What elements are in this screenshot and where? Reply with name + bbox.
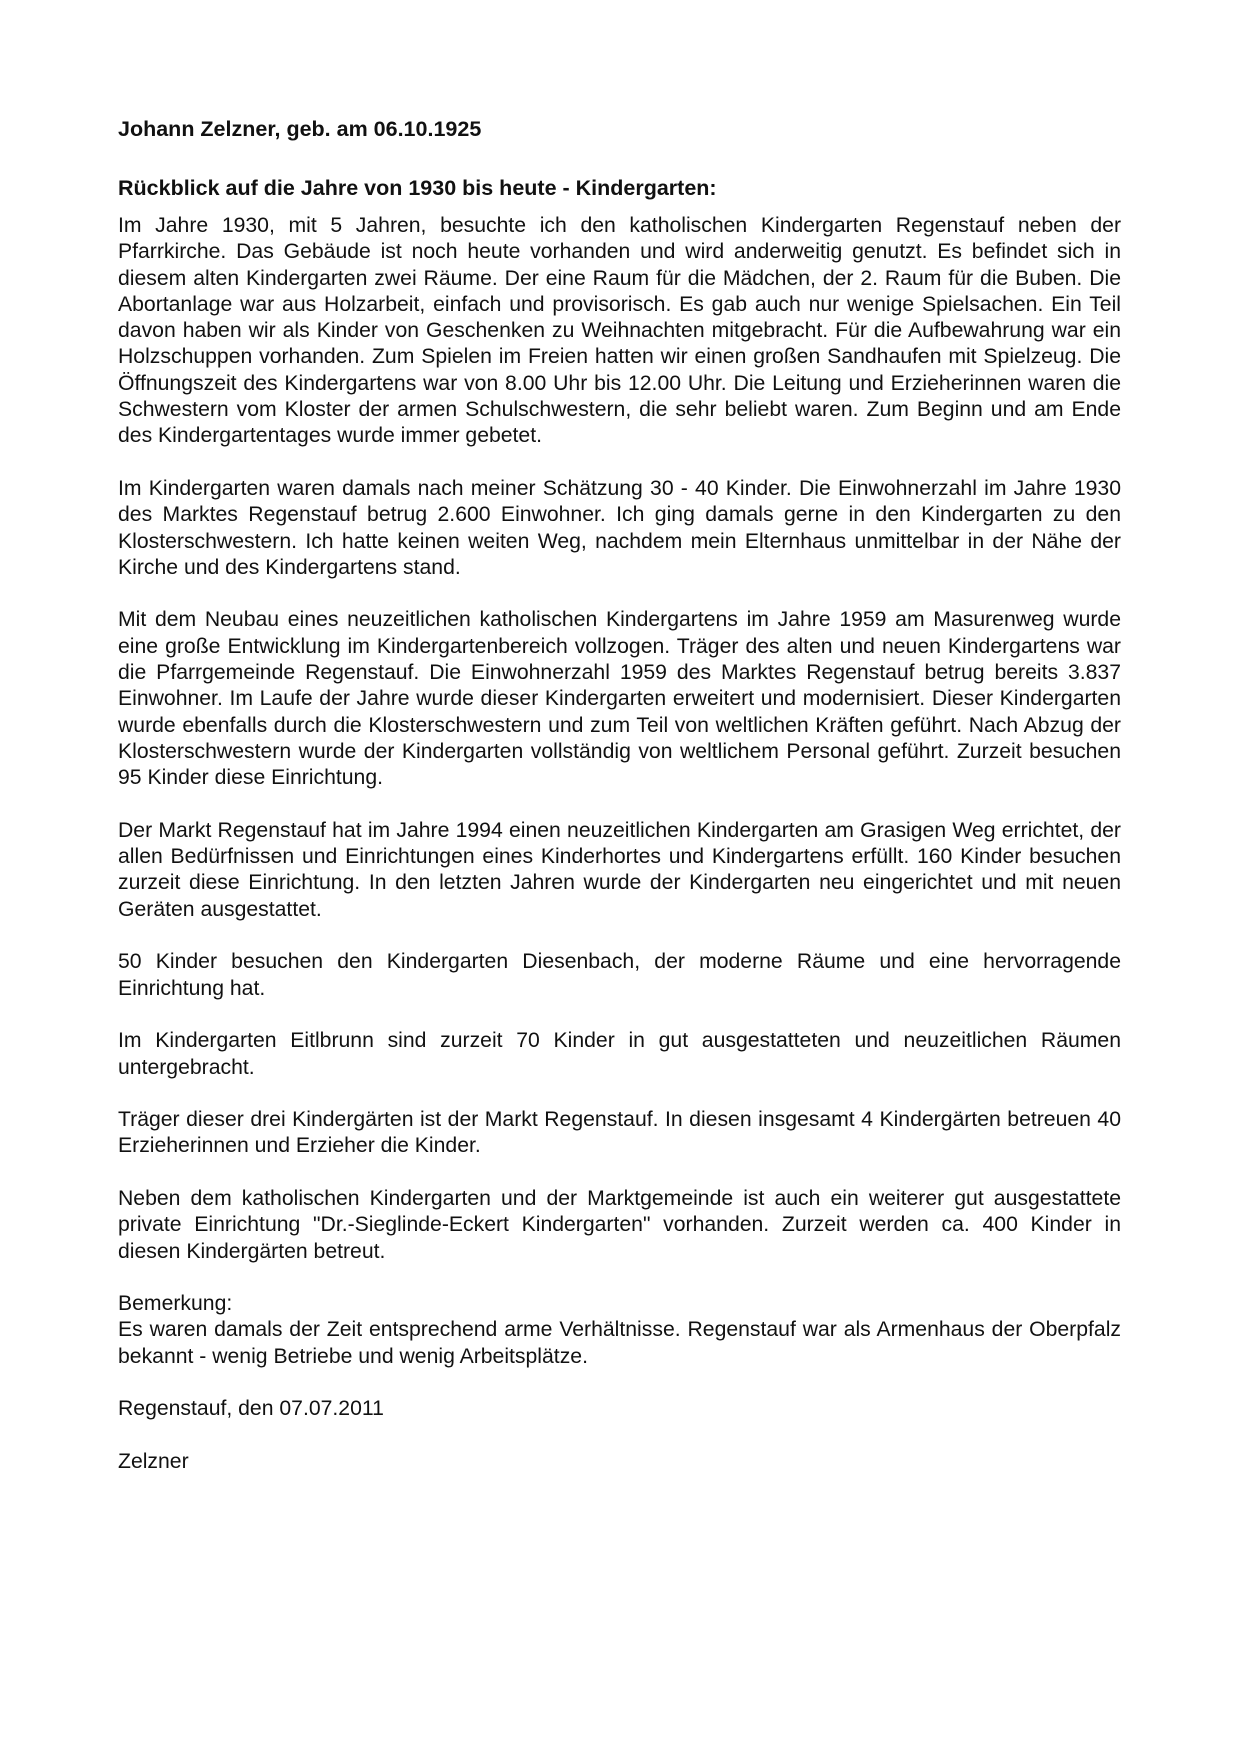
document-title: Johann Zelzner, geb. am 06.10.1925 xyxy=(118,117,482,141)
paragraph-diesenbach: 50 Kinder besuchen den Kindergarten Diesenbach, der moderne Räume und eine hervorragende Einrichtung hat. xyxy=(118,950,1121,1000)
paragraph-1994-grasiger-weg: Der Markt Regenstauf hat im Jahre 1994 einen neuzeitlichen Kindergarten am Grasigen Weg errichtet, der allen Bedürfnissen und Einrichtungen eines Kinderhortes und Kindergartens erfüllt. 160 Kinder besuchen zurzeit diese Einrichtung. In den letzten Jahren wurde der Kindergarten neu eingerichtet und mit neuen Geräten ausgestattet. xyxy=(118,818,1121,921)
paragraph-children-count-1930: Im Kindergarten waren damals nach meiner Schätzung 30 - 40 Kinder. Die Einwohnerzahl im Jahre 1930 des Marktes Regenstauf betrug 2.600 Einwohner. Ich ging damals gerne in den Kindergarten zu den Klosterschwestern. Ich hatte keinen weiten Weg, nachdem mein Elternhaus unmittelbar in der Nähe der Kirche und des Kindergartens stand. xyxy=(118,476,1121,579)
paragraph-private-kindergarten: Neben dem katholischen Kindergarten und der Marktgemeinde ist auch ein weiterer gut ausgestattete private Einrichtung "Dr.-Sieglinde-Eckert Kindergarten" vorhanden. Zurzeit werden ca. 400 Kinder in diesen Kindergärten betreut. xyxy=(118,1186,1121,1263)
place-date: Regenstauf, den 07.07.2011 xyxy=(118,1397,384,1421)
document-subtitle: Rückblick auf die Jahre von 1930 bis heute - Kindergarten: xyxy=(118,176,717,200)
document-page xyxy=(118,116,1121,1502)
paragraph-1930-kindergarten: Im Jahre 1930, mit 5 Jahren, besuchte ich den katholischen Kindergarten Regenstauf neben der Pfarrkirche. Das Gebäude ist noch heute vorhanden und wird anderweitig genutzt. Es befindet sich in diesem alten Kindergarten zwei Räume. Der eine Raum für die Mädchen, der 2. Raum für die Buben. Die Abortanlage war aus Holzarbeit, einfach und provisorisch. Es gab auch nur wenige Spielsachen. Ein Teil davon haben wir als Kinder von Geschenken zu Weihnachten mitgebracht. Für die Aufbewahrung war ein Holzschuppen vorhanden. Zum Spielen im Freien hatten wir einen großen Sandhaufen mit Spielzeug. Die Öffnungszeit des Kindergartens war von 8.00 Uhr bis 12.00 Uhr. Die Leitung und Erzieherinnen waren die Schwestern vom Kloster der armen Schulschwestern, die sehr beliebt waren. Zum Beginn und am Ende des Kindergartentages wurde immer gebetet. xyxy=(118,214,1121,448)
paragraph-1959-new-building: Mit dem Neubau eines neuzeitlichen katholischen Kindergartens im Jahre 1959 am Masurenweg wurde eine große Entwicklung im Kindergartenbereich vollzogen. Träger des alten und neuen Kindergartens war die Pfarrgemeinde Regenstauf. Die Einwohnerzahl 1959 des Marktes Regenstauf betrug bereits 3.837 Einwohner. Im Laufe der Jahre wurde dieser Kindergarten erweitert und modernisiert. Dieser Kindergarten wurde ebenfalls durch die Klosterschwestern und zum Teil von weltlichen Kräften geführt. Nach Abzug der Klosterschwestern wurde der Kindergarten vollständig von weltlichem Personal geführt. Zurzeit besuchen 95 Kinder diese Einrichtung. xyxy=(118,608,1121,790)
signature: Zelzner xyxy=(118,1449,189,1473)
paragraph-sponsor: Träger dieser drei Kindergärten ist der Markt Regenstauf. In diesen insgesamt 4 Kindergärten betreuen 40 Erzieherinnen und Erzieher die Kinder. xyxy=(118,1108,1121,1158)
remark-text: Es waren damals der Zeit entsprechend arme Verhältnisse. Regenstauf war als Armenhaus der Oberpfalz bekannt - wenig Betriebe und wenig Arbeitsplätze. xyxy=(118,1318,1121,1368)
paragraph-eitlbrunn: Im Kindergarten Eitlbrunn sind zurzeit 70 Kinder in gut ausgestatteten und neuzeitlichen Räumen untergebracht. xyxy=(118,1029,1121,1079)
remark-label: Bemerkung: xyxy=(118,1292,233,1316)
